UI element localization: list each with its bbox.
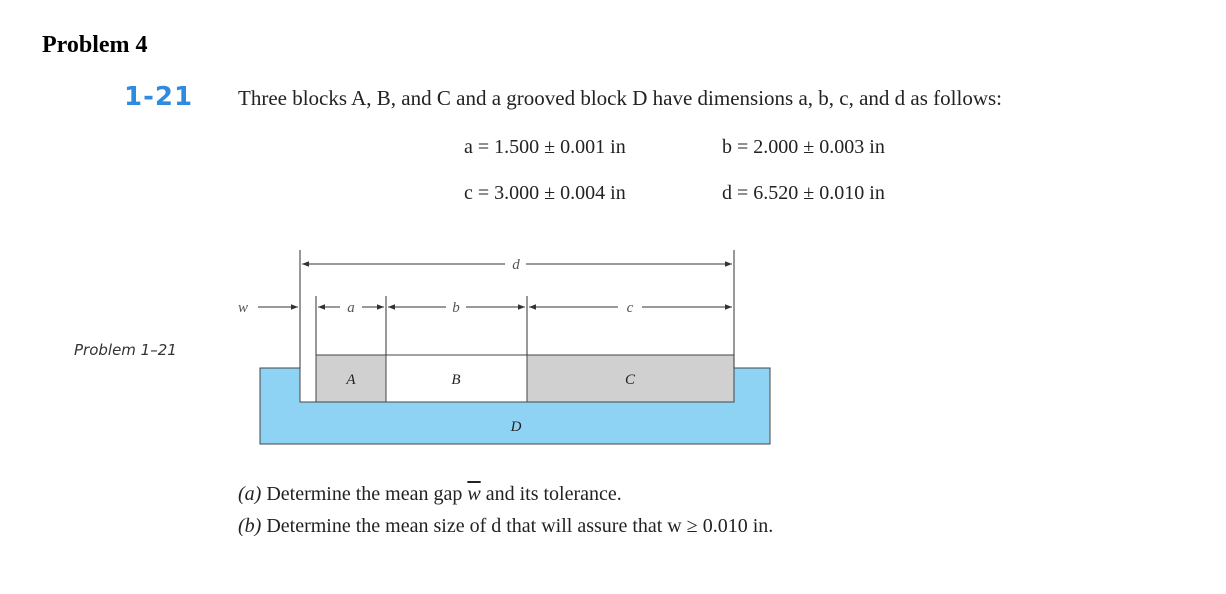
question-a-label: (a) (238, 483, 262, 505)
equation-b: b = 2.000 ± 0.003 in (722, 136, 885, 158)
question-b-text: Determine the mean size of d that will assure that w ≥ 0.010 in. (261, 515, 774, 537)
problem-statement: Three blocks A, B, and C and a grooved block D have dimensions a, b, c, and d as follows: (238, 86, 1003, 110)
label-w: w (237, 300, 249, 316)
block-label-d: D (510, 419, 522, 435)
block-label-c: C (624, 372, 636, 388)
block-label-b: B (451, 372, 461, 388)
equation-c: c = 3.000 ± 0.004 in (464, 182, 626, 204)
label-b: b (452, 300, 460, 316)
mean-gap-symbol: $\overline{w}$ (467, 483, 481, 505)
question-a (238, 483, 622, 506)
label-c: c (626, 300, 634, 316)
label-a: a (347, 300, 355, 316)
problem-heading: Problem 4 (42, 32, 148, 58)
problem-number: 1-21 (124, 82, 194, 112)
equation-d: d = 6.520 ± 0.010 in (722, 182, 885, 204)
question-a-text-2: and its tolerance. (480, 483, 622, 505)
figure-caption: Problem 1–21 (74, 341, 177, 359)
equation-a: a = 1.500 ± 0.001 in (464, 136, 626, 158)
question-b-label: (b) (238, 515, 262, 537)
question-a-text-1: Determine the mean gap (261, 483, 468, 505)
label-d: d (512, 257, 520, 273)
question-b (238, 515, 773, 538)
block-label-a: A (346, 372, 356, 388)
